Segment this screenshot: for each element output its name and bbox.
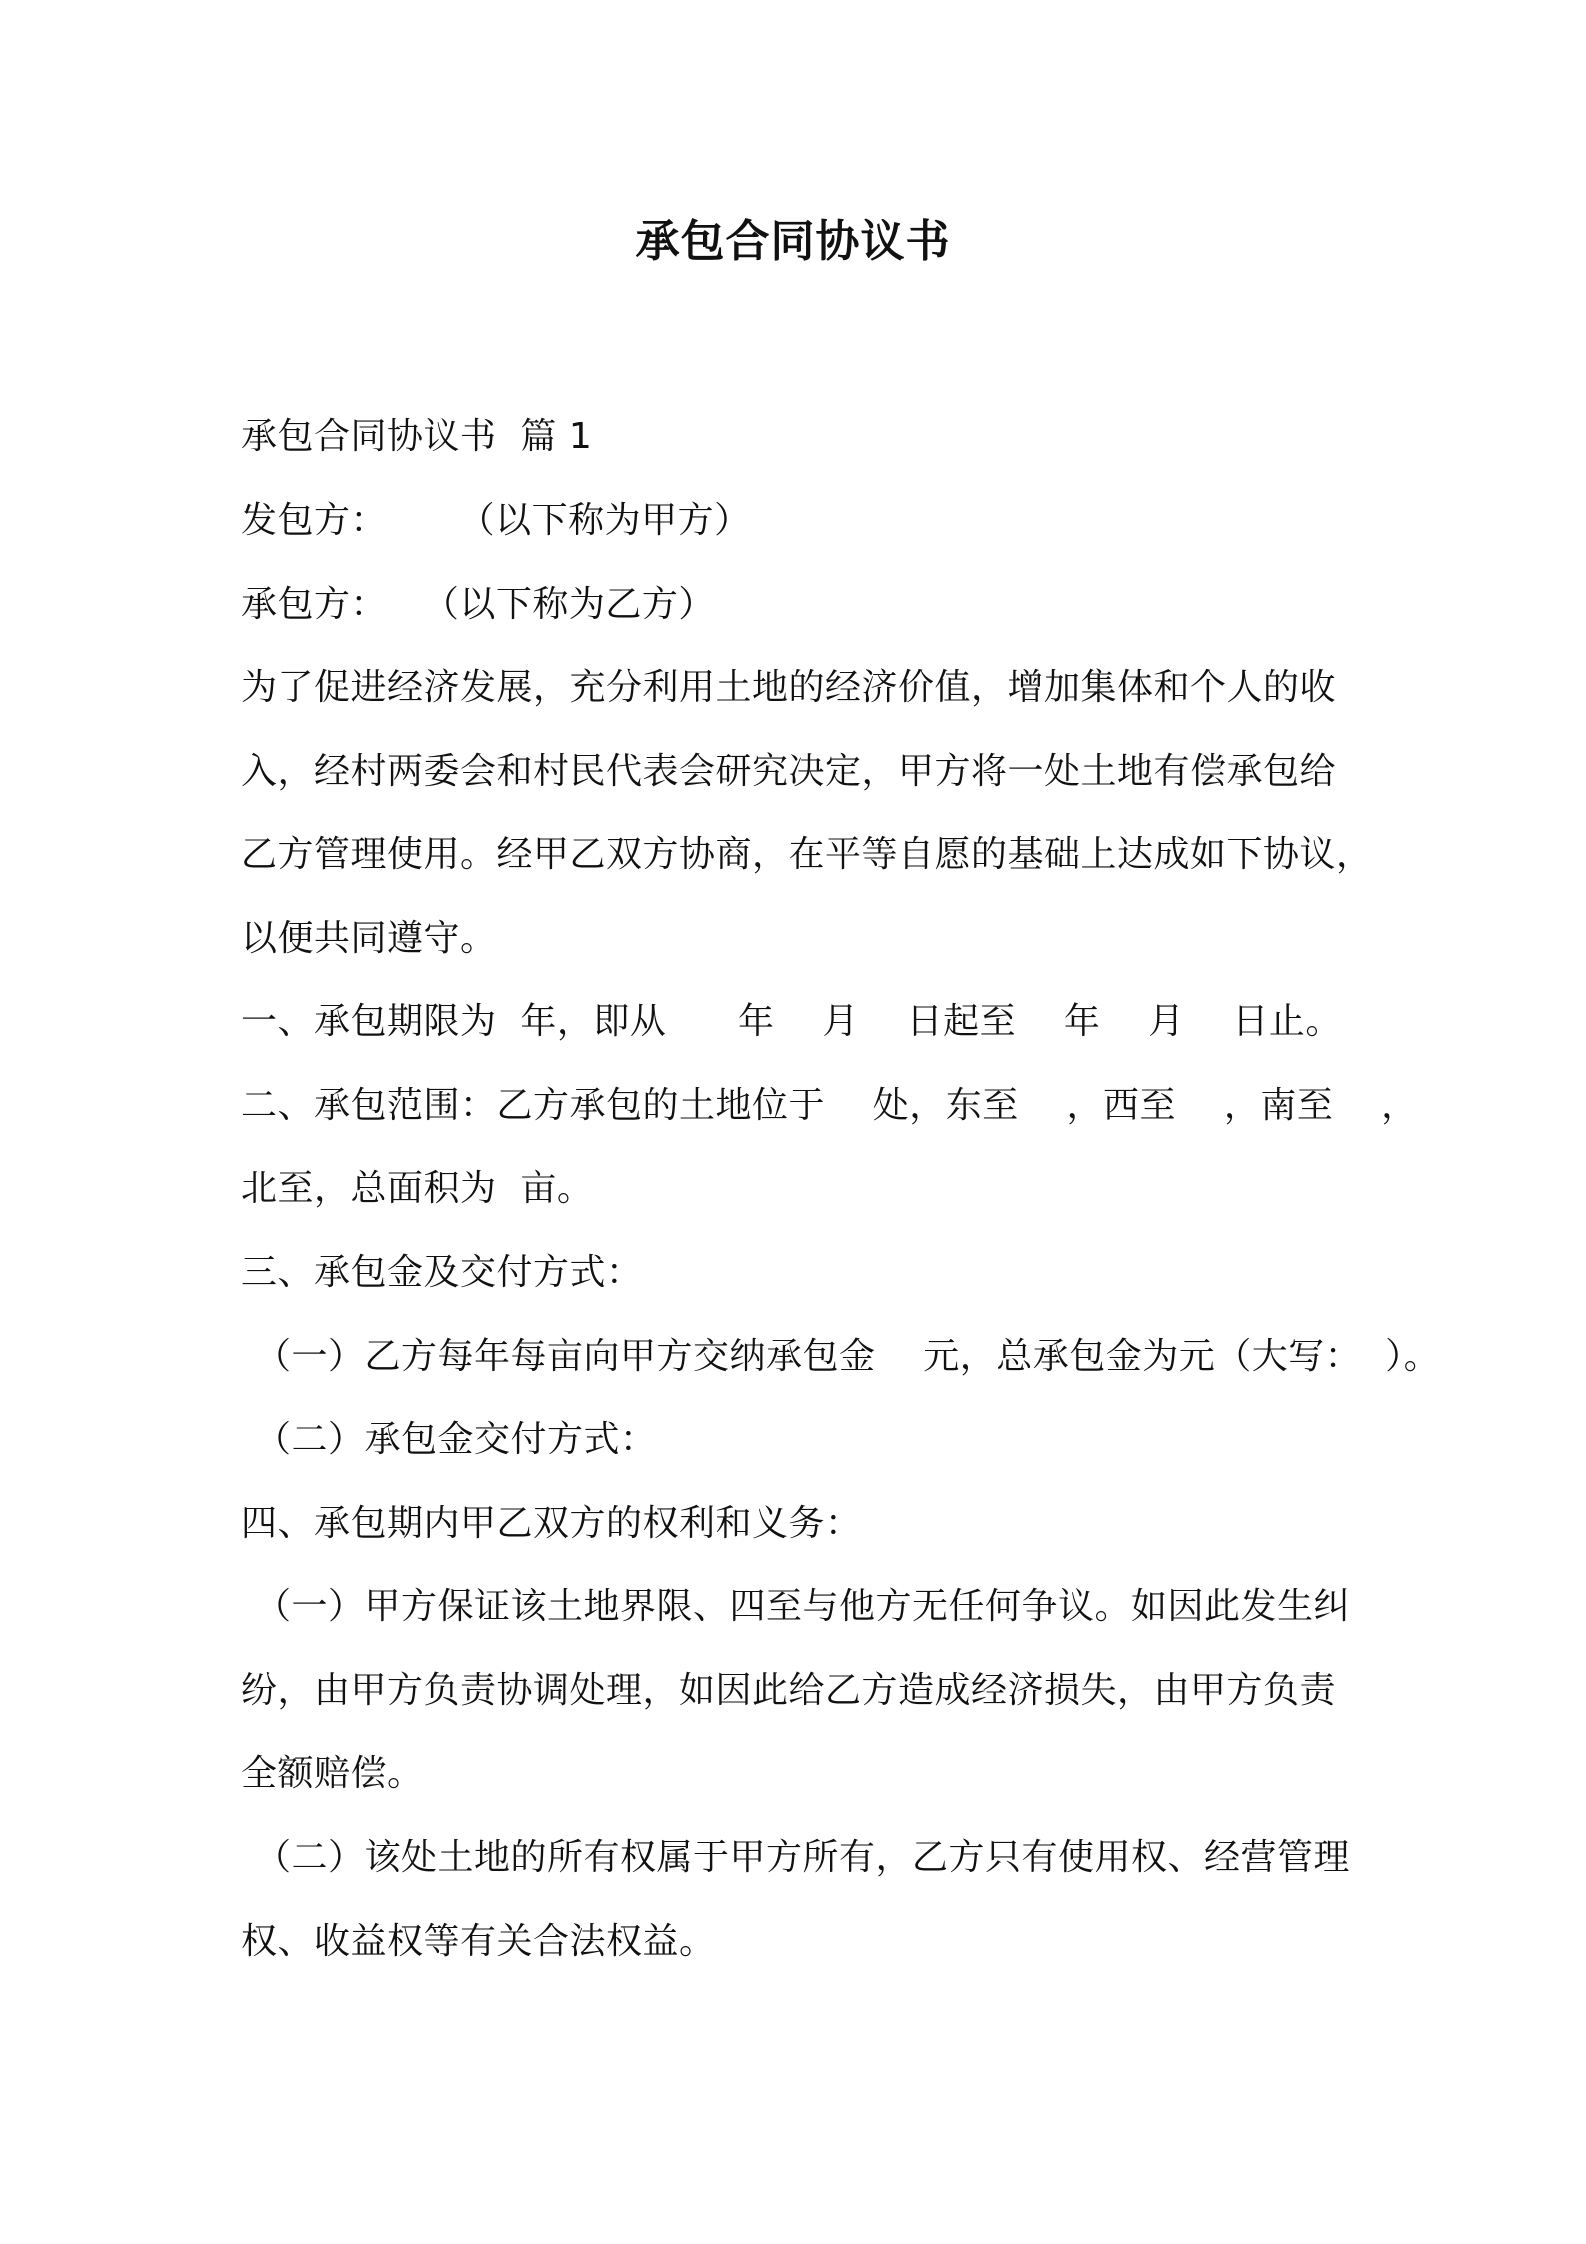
party-b-line: 承包方： （以下称为乙方） <box>241 584 715 625</box>
clause-payment-item: （二）承包金交付方式： <box>255 1419 657 1460</box>
clause-rights-item: （一）甲方保证该土地界限、四至与他方无任何争议。如因此发生纠 <box>255 1586 1351 1627</box>
clause-rights: 四、承包期内甲乙双方的权利和义务： <box>241 1503 862 1544</box>
section-heading: 承包合同协议书 篇 1 <box>241 416 593 457</box>
paragraph-line: 权、收益权等有关合法权益。 <box>241 1921 716 1962</box>
party-a-line: 发包方： （以下称为甲方） <box>241 500 751 541</box>
paragraph-line: 以便共同遵守。 <box>241 918 497 959</box>
clause-scope: 二、承包范围：乙方承包的土地位于 处，东至 ，西至 ，南至 ， <box>241 1085 1418 1126</box>
clause-scope-cont: 北至，总面积为 亩。 <box>241 1168 594 1209</box>
clause-payment-item: （一）乙方每年每亩向甲方交纳承包金 元，总承包金为元（大写： ）。 <box>255 1336 1441 1377</box>
paragraph-line: 入，经村两委会和村民代表会研究决定，甲方将一处土地有偿承包给 <box>241 751 1337 792</box>
paragraph-line: 全额赔偿。 <box>241 1753 424 1794</box>
paragraph-line: 乙方管理使用。经甲乙双方协商，在平等自愿的基础上达成如下协议， <box>241 834 1373 875</box>
clause-rights-item: （二）该处土地的所有权属于甲方所有，乙方只有使用权、经营管理 <box>255 1837 1351 1878</box>
clause-term: 一、承包期限为 年，即从 年 月 日起至 年 月 日止。 <box>241 1001 1342 1042</box>
document-title: 承包合同协议书 <box>635 216 951 267</box>
clause-payment: 三、承包金及交付方式： <box>241 1252 643 1293</box>
paragraph-line: 纷，由甲方负责协调处理，如因此给乙方造成经济损失，由甲方负责 <box>241 1670 1337 1711</box>
paragraph-line: 为了促进经济发展，充分利用土地的经济价值，增加集体和个人的收 <box>241 667 1337 708</box>
